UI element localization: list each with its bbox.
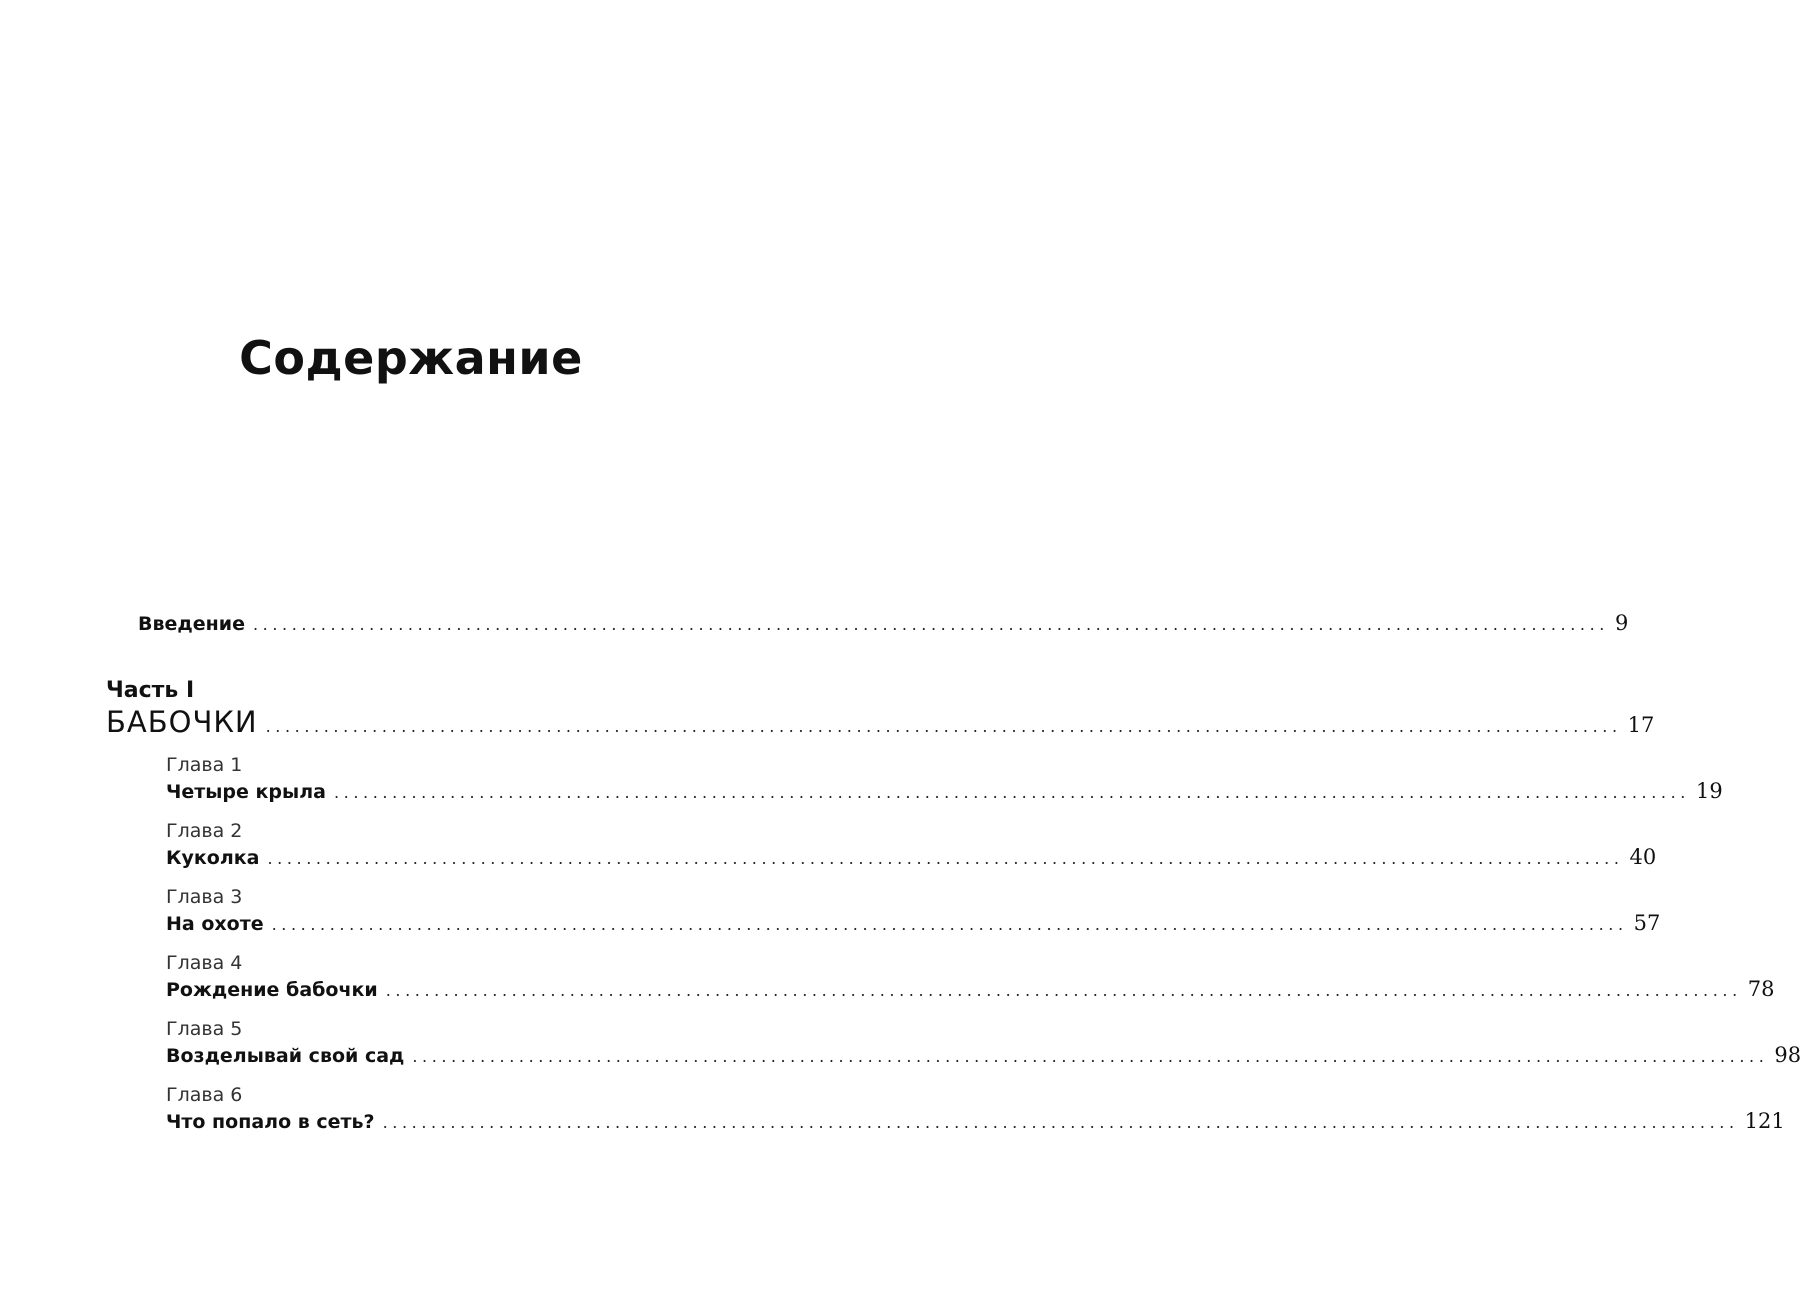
dot-leader: ............................................................................................................................................ (412, 1047, 1769, 1066)
toc-page-number: 17 (1627, 713, 1655, 737)
dot-leader: ............................................................................................................................................ (267, 849, 1624, 868)
chapter-number: Глава 3 (166, 886, 243, 908)
toc-page-number: 40 (1629, 845, 1657, 869)
toc-page-number: 19 (1695, 779, 1723, 803)
dot-leader: ............................................................................................................................................ (333, 783, 1690, 802)
chapter-number: Глава 2 (166, 820, 243, 842)
toc-entry-chapter[interactable] (166, 779, 1723, 803)
toc-page-number: 57 (1633, 911, 1661, 935)
toc-entry-chapter[interactable] (166, 845, 1657, 869)
toc-entry-label: Введение (138, 613, 245, 635)
chapter-number: Глава 1 (166, 754, 243, 776)
toc-entry-chapter[interactable] (166, 1109, 1785, 1133)
chapter-title: Четыре крыла (166, 781, 326, 803)
dot-leader: ............................................................................................................................................ (271, 915, 1628, 934)
toc-page-number: 121 (1744, 1109, 1785, 1133)
chapter-title: На охоте (166, 913, 264, 935)
dot-leader: ............................................................................................................................................ (265, 717, 1622, 736)
toc-entry-chapter[interactable] (166, 977, 1775, 1001)
toc-page-number: 98 (1774, 1043, 1801, 1067)
chapter-title: Возделывай свой сад (166, 1045, 405, 1067)
toc-page-number: 78 (1747, 977, 1775, 1001)
dot-leader: ............................................................................................................................................ (382, 1113, 1739, 1132)
chapter-title: Что попало в сеть? (166, 1111, 375, 1133)
toc-entry-part[interactable] (106, 705, 1655, 739)
chapter-number: Глава 5 (166, 1018, 243, 1040)
dot-leader: ............................................................................................................................................ (252, 615, 1609, 634)
toc-entry-intro[interactable] (138, 611, 1629, 635)
chapter-title: Рождение бабочки (166, 979, 378, 1001)
toc-entry-chapter[interactable] (166, 1043, 1801, 1067)
chapter-number: Глава 6 (166, 1084, 243, 1106)
part-number: Часть I (106, 678, 195, 703)
toc-entry-chapter[interactable] (166, 911, 1661, 935)
chapter-title: Куколка (166, 847, 260, 869)
chapter-number: Глава 4 (166, 952, 243, 974)
part-title: БАБОЧКИ (106, 705, 258, 739)
toc-page-number: 9 (1614, 611, 1629, 635)
page-title: Содержание (239, 331, 583, 385)
dot-leader: ............................................................................................................................................ (385, 981, 1742, 1000)
